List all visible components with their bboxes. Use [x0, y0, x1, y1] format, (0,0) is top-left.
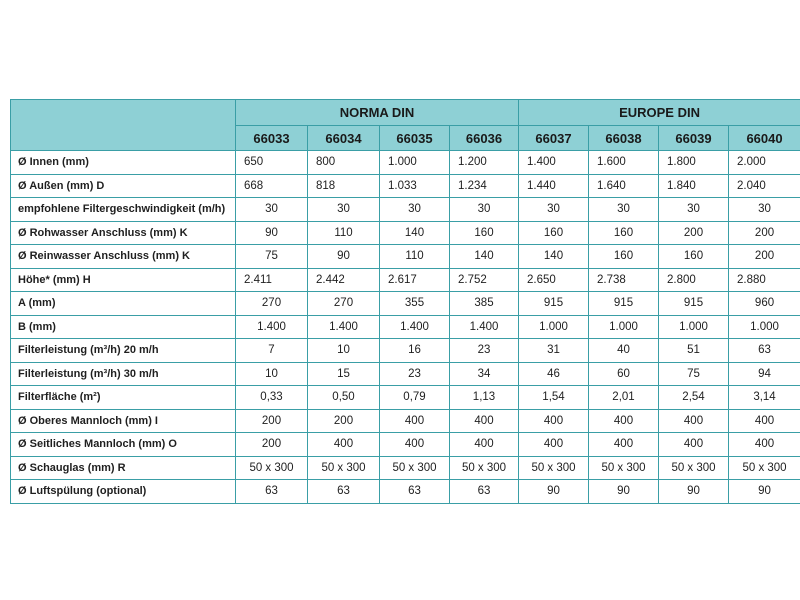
table-cell: 30: [380, 198, 450, 222]
table-cell: 2.000: [729, 151, 800, 175]
row-label: Filterfläche (m²): [11, 386, 236, 410]
table-cell: 10: [236, 362, 308, 386]
row-label: Ø Außen (mm) D: [11, 174, 236, 198]
table-cell: 0,50: [308, 386, 380, 410]
table-cell: 400: [589, 409, 659, 433]
table-cell: 2.040: [729, 174, 800, 198]
table-cell: 400: [729, 433, 800, 457]
table-cell: 2.752: [450, 268, 519, 292]
table-cell: 31: [519, 339, 589, 363]
table-cell: 2.800: [659, 268, 729, 292]
table-cell: 23: [450, 339, 519, 363]
table-cell: 2.738: [589, 268, 659, 292]
table-row: [11, 480, 800, 504]
table-cell: 2,54: [659, 386, 729, 410]
table-cell: 2.880: [729, 268, 800, 292]
model-header: 66037: [519, 126, 589, 151]
table-cell: 63: [308, 480, 380, 504]
table-cell: 50 x 300: [380, 456, 450, 480]
table-cell: 400: [519, 433, 589, 457]
table-cell: 160: [659, 245, 729, 269]
model-header: 66039: [659, 126, 729, 151]
model-header: 66038: [589, 126, 659, 151]
table-cell: 140: [519, 245, 589, 269]
table-cell: 10: [308, 339, 380, 363]
table-cell: 90: [236, 221, 308, 245]
table-cell: 75: [236, 245, 308, 269]
table-cell: 200: [236, 409, 308, 433]
table-cell: 60: [589, 362, 659, 386]
row-label: Ø Seitliches Mannloch (mm) O: [11, 433, 236, 457]
table-cell: 40: [589, 339, 659, 363]
table-row: [11, 339, 800, 363]
row-label: Ø Innen (mm): [11, 151, 236, 175]
table-cell: 63: [729, 339, 800, 363]
table-cell: 1.033: [380, 174, 450, 198]
table-cell: 63: [450, 480, 519, 504]
table-cell: 1.000: [380, 151, 450, 175]
table-cell: 30: [659, 198, 729, 222]
table-cell: 1.000: [659, 315, 729, 339]
table-cell: 400: [380, 409, 450, 433]
table-cell: 63: [380, 480, 450, 504]
table-cell: 94: [729, 362, 800, 386]
table-cell: 2.442: [308, 268, 380, 292]
table-cell: 400: [380, 433, 450, 457]
table-cell: 50 x 300: [450, 456, 519, 480]
table-cell: 960: [729, 292, 800, 316]
row-label: Ø Rohwasser Anschluss (mm) K: [11, 221, 236, 245]
table-cell: 15: [308, 362, 380, 386]
row-label: A (mm): [11, 292, 236, 316]
table-cell: 355: [380, 292, 450, 316]
table-cell: 0,33: [236, 386, 308, 410]
table-row: [11, 362, 800, 386]
row-label: empfohlene Filtergeschwindigkeit (m/h): [11, 198, 236, 222]
table-row: [11, 151, 800, 175]
table-cell: 1.000: [729, 315, 800, 339]
table-cell: 1.400: [236, 315, 308, 339]
table-cell: 1,54: [519, 386, 589, 410]
spec-table: [10, 99, 800, 504]
table-cell: 3,14: [729, 386, 800, 410]
table-cell: 400: [450, 409, 519, 433]
table-cell: 2.617: [380, 268, 450, 292]
table-cell: 50 x 300: [236, 456, 308, 480]
table-cell: 51: [659, 339, 729, 363]
table-cell: 160: [450, 221, 519, 245]
table-cell: 75: [659, 362, 729, 386]
table-cell: 34: [450, 362, 519, 386]
table-cell: 1.840: [659, 174, 729, 198]
table-cell: 200: [236, 433, 308, 457]
table-cell: 1.000: [589, 315, 659, 339]
table-cell: 915: [519, 292, 589, 316]
group-header-row: [11, 100, 800, 126]
table-row: [11, 245, 800, 269]
table-cell: 30: [450, 198, 519, 222]
table-cell: 668: [236, 174, 308, 198]
table-cell: 90: [519, 480, 589, 504]
table-row: [11, 386, 800, 410]
table-cell: 400: [729, 409, 800, 433]
row-label: Ø Luftspülung (optional): [11, 480, 236, 504]
table-cell: 63: [236, 480, 308, 504]
table-row: [11, 456, 800, 480]
table-row: [11, 221, 800, 245]
row-label: Höhe* (mm) H: [11, 268, 236, 292]
table-row: [11, 409, 800, 433]
table-cell: 110: [380, 245, 450, 269]
table-cell: 50 x 300: [519, 456, 589, 480]
table-cell: 90: [729, 480, 800, 504]
table-cell: 400: [589, 433, 659, 457]
table-cell: 1.200: [450, 151, 519, 175]
model-header: 66035: [380, 126, 450, 151]
table-cell: 50 x 300: [729, 456, 800, 480]
table-cell: 818: [308, 174, 380, 198]
table-cell: 1.400: [519, 151, 589, 175]
table-cell: 915: [659, 292, 729, 316]
table-cell: 1.800: [659, 151, 729, 175]
header-corner: [11, 100, 236, 151]
table-cell: 1.400: [308, 315, 380, 339]
table-cell: 650: [236, 151, 308, 175]
table-body: [11, 151, 800, 504]
table-row: [11, 174, 800, 198]
row-label: B (mm): [11, 315, 236, 339]
table-cell: 1.234: [450, 174, 519, 198]
table-row: [11, 433, 800, 457]
group-norma-din: NORMA DIN: [236, 100, 519, 126]
row-label: Ø Oberes Mannloch (mm) I: [11, 409, 236, 433]
table-cell: 2.411: [236, 268, 308, 292]
table-cell: 16: [380, 339, 450, 363]
table-cell: 50 x 300: [589, 456, 659, 480]
table-cell: 400: [450, 433, 519, 457]
table-cell: 915: [589, 292, 659, 316]
table-cell: 200: [308, 409, 380, 433]
table-cell: 400: [659, 433, 729, 457]
table-cell: 30: [519, 198, 589, 222]
table-cell: 7: [236, 339, 308, 363]
table-cell: 50 x 300: [308, 456, 380, 480]
table-cell: 200: [659, 221, 729, 245]
row-label: Filterleistung (m³/h) 30 m/h: [11, 362, 236, 386]
table-cell: 400: [659, 409, 729, 433]
table-cell: 160: [589, 245, 659, 269]
table-cell: 1.000: [519, 315, 589, 339]
table-cell: 0,79: [380, 386, 450, 410]
table-cell: 200: [729, 221, 800, 245]
table-cell: 90: [308, 245, 380, 269]
table-row: [11, 292, 800, 316]
table-cell: 2.650: [519, 268, 589, 292]
table-row: [11, 198, 800, 222]
table-cell: 90: [589, 480, 659, 504]
table-cell: 50 x 300: [659, 456, 729, 480]
table-cell: 30: [729, 198, 800, 222]
table-cell: 23: [380, 362, 450, 386]
table-cell: 1.640: [589, 174, 659, 198]
table-cell: 270: [236, 292, 308, 316]
table-cell: 270: [308, 292, 380, 316]
table-cell: 140: [380, 221, 450, 245]
model-header: 66040: [729, 126, 800, 151]
row-label: Ø Schauglas (mm) R: [11, 456, 236, 480]
table-cell: 30: [236, 198, 308, 222]
table-cell: 2,01: [589, 386, 659, 410]
table-cell: 160: [519, 221, 589, 245]
row-label: Ø Reinwasser Anschluss (mm) K: [11, 245, 236, 269]
table-cell: 200: [729, 245, 800, 269]
table-cell: 160: [589, 221, 659, 245]
table-cell: 1.440: [519, 174, 589, 198]
table-cell: 90: [659, 480, 729, 504]
table-row: [11, 268, 800, 292]
table-cell: 385: [450, 292, 519, 316]
table-cell: 140: [450, 245, 519, 269]
table-cell: 800: [308, 151, 380, 175]
table-cell: 1.600: [589, 151, 659, 175]
model-header: 66036: [450, 126, 519, 151]
model-header: 66033: [236, 126, 308, 151]
row-label: Filterleistung (m³/h) 20 m/h: [11, 339, 236, 363]
table-cell: 1,13: [450, 386, 519, 410]
table-cell: 1.400: [380, 315, 450, 339]
group-europe-din: EUROPE DIN: [519, 100, 800, 126]
table-row: [11, 315, 800, 339]
table-cell: 1.400: [450, 315, 519, 339]
table-cell: 110: [308, 221, 380, 245]
table-cell: 30: [589, 198, 659, 222]
table-cell: 46: [519, 362, 589, 386]
table-cell: 30: [308, 198, 380, 222]
table-cell: 400: [308, 433, 380, 457]
table-cell: 400: [519, 409, 589, 433]
model-header: 66034: [308, 126, 380, 151]
